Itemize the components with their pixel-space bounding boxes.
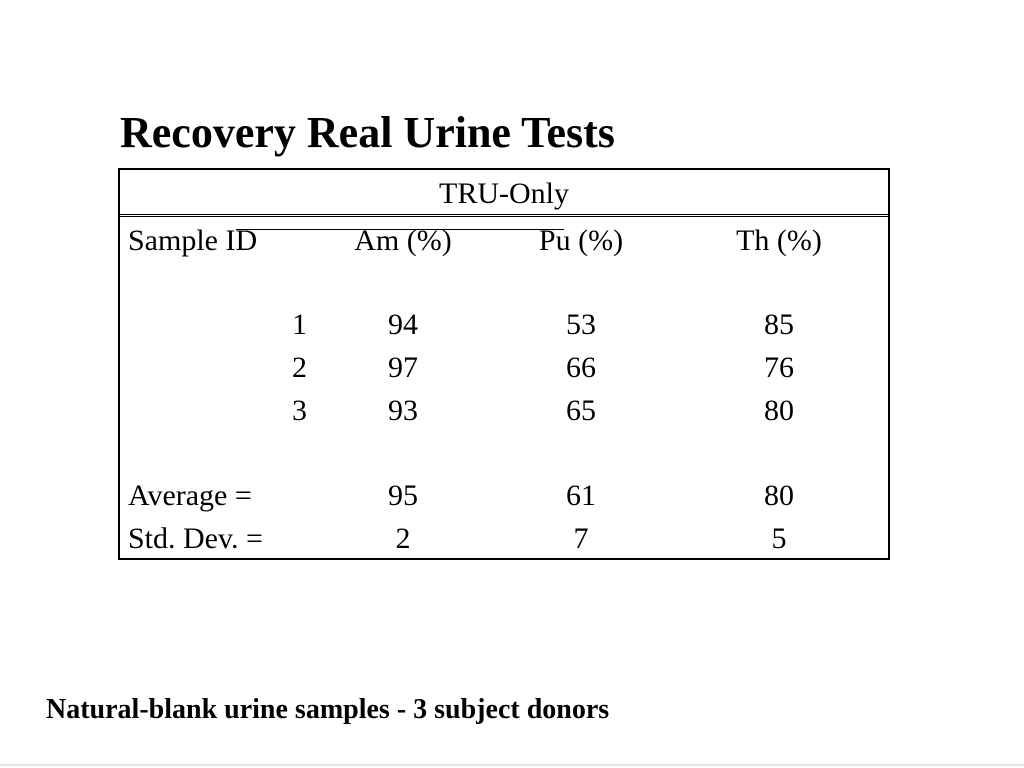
th-cell: 85 (764, 308, 794, 341)
am-average-cell: 95 (388, 479, 418, 512)
table-row (120, 351, 888, 385)
am-cell: 93 (388, 394, 418, 427)
column-header-th: Th (%) (736, 224, 822, 257)
th-average-cell: 80 (764, 479, 794, 512)
sample-id-cell: 2 (292, 351, 307, 384)
column-header-strike-line (236, 229, 564, 230)
am-cell: 94 (388, 308, 418, 341)
am-std-dev-cell: 2 (395, 522, 411, 555)
summary-row-std-dev (120, 522, 888, 556)
bottom-divider (0, 764, 1024, 766)
th-cell: 80 (764, 394, 794, 427)
pu-cell: 53 (566, 308, 596, 341)
am-cell: 97 (388, 351, 418, 384)
pu-std-dev-cell: 7 (573, 522, 589, 555)
pu-average-cell: 61 (566, 479, 596, 512)
column-header-sample-id: Sample ID (128, 224, 258, 257)
table-row (120, 394, 888, 428)
summary-row-average (120, 479, 888, 513)
footer-note: Natural-blank urine samples - 3 subject donors (46, 694, 610, 725)
sample-id-cell: 1 (292, 308, 307, 341)
page-title: Recovery Real Urine Tests (120, 108, 615, 157)
std-dev-label: Std. Dev. = (128, 522, 263, 555)
sample-id-cell: 3 (292, 394, 307, 427)
table-group-header: TRU-Only (439, 177, 569, 210)
th-cell: 76 (764, 351, 794, 384)
results-table (118, 168, 890, 560)
header-divider (120, 214, 888, 217)
column-header-am: Am (%) (354, 224, 452, 257)
th-std-dev-cell: 5 (771, 522, 787, 555)
average-label: Average = (128, 479, 252, 512)
pu-cell: 65 (566, 394, 596, 427)
column-header-pu: Pu (%) (538, 224, 624, 257)
table-row (120, 308, 888, 342)
pu-cell: 66 (566, 351, 596, 384)
